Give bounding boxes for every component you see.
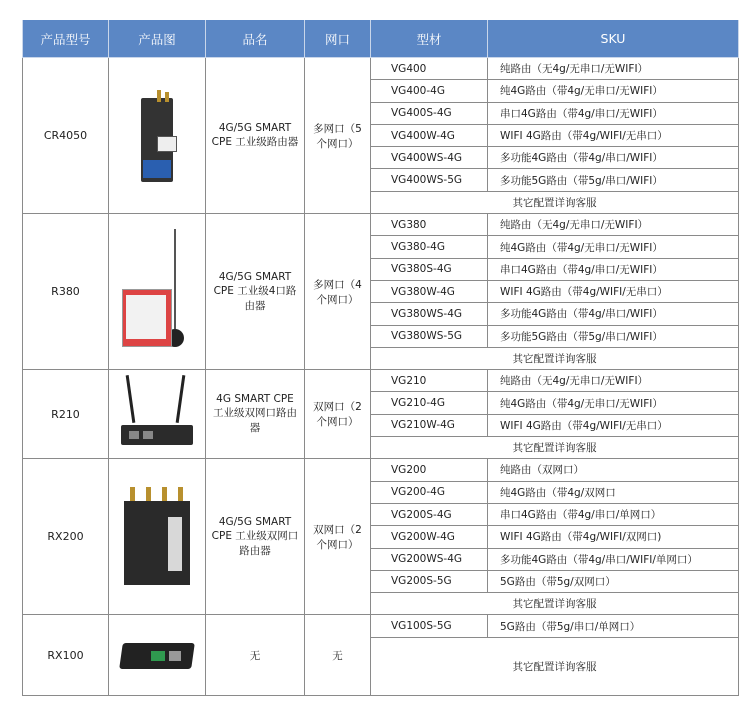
product-ports: 多网口（5个网口） — [305, 58, 371, 214]
other-config-note: 其它配置详询客服 — [371, 593, 739, 615]
sku-code: VG400WS-5G — [371, 169, 488, 191]
product-image-cell — [109, 58, 206, 214]
sku-code: VG210W-4G — [371, 414, 488, 436]
other-config-note: 其它配置详询客服 — [371, 637, 739, 695]
sku-description: 多功能4G路由（带4g/串口/WIFI/单网口） — [488, 548, 739, 570]
product-image-cell — [109, 459, 206, 615]
product-image-cell — [109, 214, 206, 370]
sku-description: 纯路由（无4g/无串口/无WIFI） — [488, 214, 739, 236]
sku-code: VG100S-5G — [371, 615, 488, 637]
other-config-note: 其它配置详询客服 — [371, 347, 739, 369]
header-image: 产品图 — [109, 20, 206, 58]
sku-code: VG400W-4G — [371, 124, 488, 146]
rx200-router-image — [109, 487, 205, 587]
sku-description: 多功能5G路由（带5g/串口/WIFI） — [488, 325, 739, 347]
sku-description: 纯4G路由（带4g/无串口/无WIFI） — [488, 392, 739, 414]
product-table — [22, 20, 739, 696]
sku-code: VG210-4G — [371, 392, 488, 414]
product-ports: 双网口（2个网口） — [305, 370, 371, 459]
other-config-note: 其它配置详询客服 — [371, 437, 739, 459]
header-profile: 型材 — [371, 20, 488, 58]
sku-description: 纯路由（无4g/无串口/无WIFI） — [488, 370, 739, 392]
header-ports: 网口 — [305, 20, 371, 58]
sku-code: VG200W-4G — [371, 526, 488, 548]
sku-description: 串口4G路由（带4g/串口/无WIFI） — [488, 258, 739, 280]
sku-row — [23, 58, 739, 80]
sku-description: WIFI 4G路由（带4g/WIFI/无串口） — [488, 414, 739, 436]
sku-code: VG380S-4G — [371, 258, 488, 280]
sku-code: VG210 — [371, 370, 488, 392]
sku-code: VG200-4G — [371, 481, 488, 503]
sku-code: VG380W-4G — [371, 280, 488, 302]
product-name: 4G/5G SMART CPE 工业级4口路由器 — [206, 214, 305, 370]
sku-description: WIFI 4G路由（带4g/WIFI/无串口） — [488, 124, 739, 146]
sku-code: VG400 — [371, 58, 488, 80]
product-model: R380 — [23, 214, 109, 370]
sku-code: VG200S-5G — [371, 570, 488, 592]
r380-router-image — [109, 229, 205, 354]
sku-description: 纯路由（双网口） — [488, 459, 739, 481]
sku-code: VG200 — [371, 459, 488, 481]
sku-description: 多功能5G路由（带5g/串口/WIFI） — [488, 169, 739, 191]
sku-description: 多功能4G路由（带4g/串口/WIFI） — [488, 147, 739, 169]
product-model: RX100 — [23, 615, 109, 695]
header-row — [23, 20, 739, 58]
sku-code: VG380 — [371, 214, 488, 236]
header-model: 产品型号 — [23, 20, 109, 58]
r210-router-image — [109, 375, 205, 453]
sku-code: VG380WS-5G — [371, 325, 488, 347]
sku-code: VG200S-4G — [371, 503, 488, 525]
sku-row — [23, 459, 739, 481]
product-ports: 无 — [305, 615, 371, 695]
sku-description: 串口4G路由（带4g/串口/无WIFI） — [488, 102, 739, 124]
sku-description: 多功能4G路由（带4g/串口/WIFI） — [488, 303, 739, 325]
other-config-note: 其它配置详询客服 — [371, 191, 739, 213]
product-model: CR4050 — [23, 58, 109, 214]
sku-code: VG380WS-4G — [371, 303, 488, 325]
sku-code: VG400-4G — [371, 80, 488, 102]
sku-description: 串口4G路由（带4g/串口/单网口） — [488, 503, 739, 525]
rx100-router-image — [109, 637, 205, 673]
product-model: R210 — [23, 370, 109, 459]
product-model: RX200 — [23, 459, 109, 615]
sku-description: 纯4G路由（带4g/无串口/无WIFI） — [488, 80, 739, 102]
product-name: 4G/5G SMART CPE 工业级路由器 — [206, 58, 305, 214]
sku-code: VG380-4G — [371, 236, 488, 258]
product-name: 4G/5G SMART CPE 工业级双网口路由器 — [206, 459, 305, 615]
sku-description: 纯4G路由（带4g/双网口 — [488, 481, 739, 503]
sku-row — [23, 615, 739, 637]
sku-description: 5G路由（带5g/串口/单网口） — [488, 615, 739, 637]
sku-code: VG400WS-4G — [371, 147, 488, 169]
sku-description: WIFI 4G路由（带4g/WIFI/无串口） — [488, 280, 739, 302]
product-ports: 多网口（4个网口） — [305, 214, 371, 370]
sku-description: 纯4G路由（带4g/无串口/无WIFI） — [488, 236, 739, 258]
product-ports: 双网口（2个网口） — [305, 459, 371, 615]
sku-row — [23, 370, 739, 392]
sku-description: 纯路由（无4g/无串口/无WIFI） — [488, 58, 739, 80]
sku-code: VG200WS-4G — [371, 548, 488, 570]
sku-description: WIFI 4G路由（带4g/WIFI/双网口) — [488, 526, 739, 548]
product-image-cell — [109, 370, 206, 459]
header-sku: SKU — [488, 20, 739, 58]
sku-code: VG400S-4G — [371, 102, 488, 124]
header-name: 品名 — [206, 20, 305, 58]
product-name: 无 — [206, 615, 305, 695]
cr4050-router-image — [109, 90, 205, 182]
product-image-cell — [109, 615, 206, 695]
sku-row — [23, 214, 739, 236]
product-name: 4G SMART CPE 工业级双网口路由器 — [206, 370, 305, 459]
sku-description: 5G路由（带5g/双网口） — [488, 570, 739, 592]
